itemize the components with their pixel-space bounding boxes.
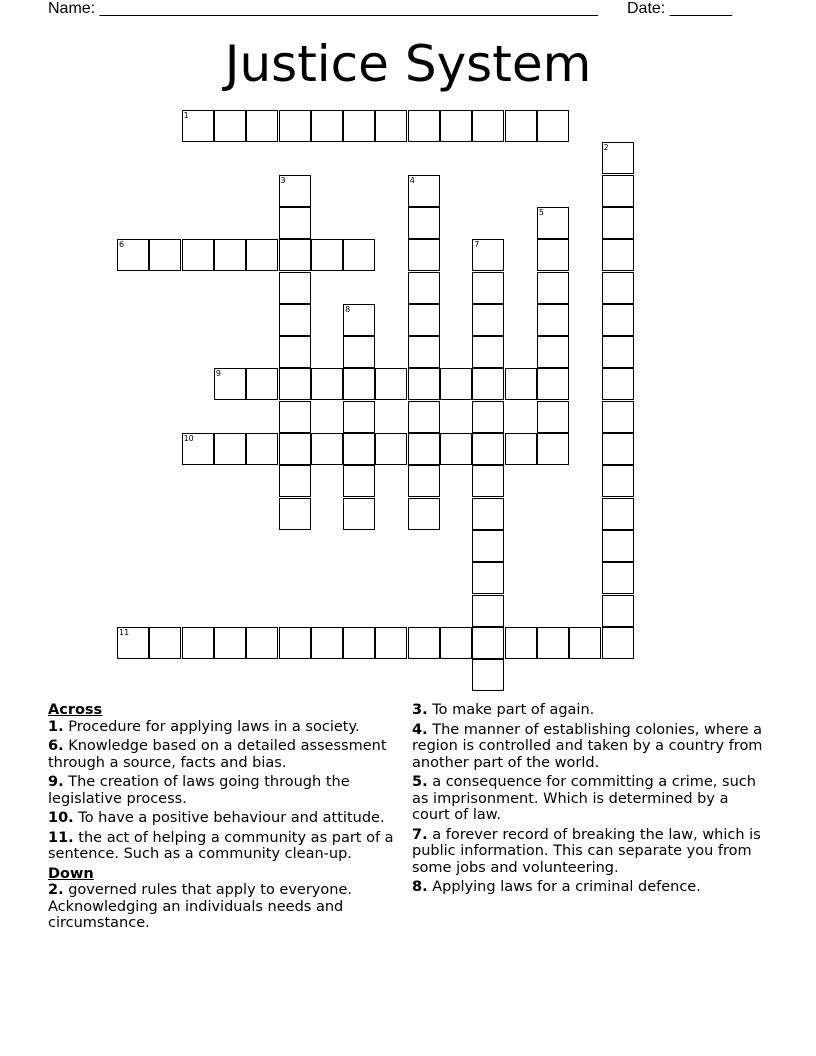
grid-cell[interactable] <box>343 498 375 530</box>
grid-cell[interactable] <box>279 175 311 207</box>
grid-cell[interactable] <box>472 401 504 433</box>
puzzle-title: Justice System <box>224 35 592 93</box>
grid-cell[interactable] <box>279 627 311 659</box>
grid-cell[interactable] <box>311 110 343 142</box>
grid-cell[interactable] <box>182 110 214 142</box>
grid-cell[interactable] <box>214 627 246 659</box>
clue-number: 11 <box>119 627 130 637</box>
grid-cell[interactable] <box>602 562 634 594</box>
grid-cell[interactable] <box>343 401 375 433</box>
clue-num: 1. <box>48 718 64 735</box>
grid-cell[interactable] <box>311 433 343 465</box>
clue-number: 7 <box>474 240 480 250</box>
clue-number: 2 <box>603 143 609 153</box>
grid-cell[interactable] <box>343 368 375 400</box>
grid-cell[interactable] <box>472 595 504 627</box>
clue-number: 4 <box>409 175 415 185</box>
grid-cell[interactable] <box>279 110 311 142</box>
grid-cell[interactable] <box>408 110 440 142</box>
grid-cell[interactable] <box>408 304 440 336</box>
grid-cell[interactable] <box>537 401 569 433</box>
grid-cell[interactable] <box>472 110 504 142</box>
grid-cell[interactable] <box>408 368 440 400</box>
date-label: Date: <box>627 0 670 17</box>
grid-cell[interactable] <box>440 110 472 142</box>
grid-cell[interactable] <box>602 530 634 562</box>
clue-text: The manner of establishing colonies, where a region is controlled and taken by a country from another part of the world. <box>412 721 763 771</box>
grid-cell[interactable] <box>311 627 343 659</box>
across-heading: Across <box>48 702 103 718</box>
grid-cell[interactable] <box>602 465 634 497</box>
clue-num: 2. <box>48 882 64 898</box>
down-clue-list-continued <box>412 702 768 896</box>
grid-cell[interactable] <box>602 207 634 239</box>
grid-cell[interactable] <box>408 433 440 465</box>
grid-cell[interactable] <box>408 465 440 497</box>
grid-cell[interactable] <box>537 336 569 368</box>
grid-cell[interactable] <box>408 239 440 271</box>
grid-cell[interactable] <box>375 368 407 400</box>
grid-cell[interactable] <box>279 207 311 239</box>
grid-cell[interactable] <box>472 239 504 271</box>
grid-cell[interactable] <box>343 433 375 465</box>
grid-cell[interactable] <box>408 498 440 530</box>
clue <box>48 774 396 807</box>
clue-text: Procedure for applying laws in a society. <box>68 718 360 735</box>
clue-text: To make part of again. <box>432 702 595 718</box>
grid-cell[interactable] <box>537 627 569 659</box>
grid-cell[interactable] <box>440 627 472 659</box>
grid-cell[interactable] <box>602 433 634 465</box>
name-blank[interactable]: ________________________________________________________ <box>99 0 598 17</box>
grid-cell[interactable] <box>279 336 311 368</box>
grid-cell[interactable] <box>214 368 246 400</box>
grid-cell[interactable] <box>602 401 634 433</box>
grid-cell[interactable] <box>569 627 601 659</box>
clue-num: 10. <box>48 810 74 826</box>
grid-cell[interactable] <box>182 433 214 465</box>
grid-cell[interactable] <box>472 530 504 562</box>
grid-cell[interactable] <box>279 272 311 304</box>
clue-text: a forever record of breaking the law, which is public information. This can separate you from some jobs and volunteering. <box>412 826 761 876</box>
grid-cell[interactable] <box>408 175 440 207</box>
grid-cell[interactable] <box>375 433 407 465</box>
grid-cell[interactable] <box>279 368 311 400</box>
clue <box>412 879 768 896</box>
grid-cell[interactable] <box>343 627 375 659</box>
grid-cell[interactable] <box>602 175 634 207</box>
clue-number: 6 <box>119 240 125 250</box>
grid-cell[interactable] <box>279 433 311 465</box>
clue-text: the act of helping a community as part of a sentence. Such as a community clean-up. <box>48 829 394 862</box>
grid-cell[interactable] <box>472 368 504 400</box>
name-label: Name: <box>48 0 100 17</box>
grid-cell[interactable] <box>214 433 246 465</box>
grid-cell[interactable] <box>472 465 504 497</box>
clue-num: 8. <box>412 879 428 895</box>
clues-right-column <box>412 702 768 899</box>
grid-cell[interactable] <box>375 627 407 659</box>
grid-cell[interactable] <box>149 627 181 659</box>
grid-cell[interactable] <box>602 595 634 627</box>
clue-num: 6. <box>48 738 64 754</box>
grid-cell[interactable] <box>279 239 311 271</box>
clue <box>48 810 396 827</box>
grid-cell[interactable] <box>246 433 278 465</box>
grid-cell[interactable] <box>537 239 569 271</box>
date-blank[interactable]: _______ <box>669 0 732 17</box>
grid-cell[interactable] <box>149 239 181 271</box>
clue-number: 3 <box>280 175 286 185</box>
down-clue-list <box>48 882 396 932</box>
grid-cell[interactable] <box>472 336 504 368</box>
grid-cell[interactable] <box>343 336 375 368</box>
down-heading: Down <box>48 865 94 882</box>
grid-cell[interactable] <box>537 433 569 465</box>
clue <box>48 719 396 736</box>
clue-text: The creation of laws going through the legislative process. <box>48 774 350 807</box>
grid-cell[interactable] <box>246 368 278 400</box>
grid-cell[interactable] <box>343 110 375 142</box>
grid-cell[interactable] <box>246 627 278 659</box>
grid-cell[interactable] <box>537 272 569 304</box>
grid-cell[interactable] <box>537 207 569 239</box>
grid-cell[interactable] <box>311 368 343 400</box>
clue-number: 9 <box>215 369 221 379</box>
grid-cell[interactable] <box>408 336 440 368</box>
grid-cell[interactable] <box>472 272 504 304</box>
grid-cell[interactable] <box>408 272 440 304</box>
grid-cell[interactable] <box>602 368 634 400</box>
clue-text: Knowledge based on a detailed assessment through a source, facts and bias. <box>48 738 387 771</box>
grid-cell[interactable] <box>537 304 569 336</box>
grid-cell[interactable] <box>472 659 504 691</box>
grid-cell[interactable] <box>279 401 311 433</box>
grid-cell[interactable] <box>505 368 537 400</box>
clue-number: 10 <box>183 434 194 443</box>
grid-cell[interactable] <box>472 304 504 336</box>
grid-cell[interactable] <box>408 207 440 239</box>
grid-cell[interactable] <box>472 498 504 530</box>
clue-text: Applying laws for a criminal defence. <box>432 879 701 895</box>
grid-cell[interactable] <box>505 433 537 465</box>
grid-cell[interactable] <box>408 401 440 433</box>
clue-text: To have a positive behaviour and attitude. <box>78 810 385 826</box>
clue-num: 9. <box>48 774 64 790</box>
grid-cell[interactable] <box>246 239 278 271</box>
grid-cell[interactable] <box>311 239 343 271</box>
grid-cell[interactable] <box>440 368 472 400</box>
grid-cell[interactable] <box>537 368 569 400</box>
grid-cell[interactable] <box>602 627 634 659</box>
grid-cell[interactable] <box>602 336 634 368</box>
grid-cell[interactable] <box>279 465 311 497</box>
grid-cell[interactable] <box>375 110 407 142</box>
grid-cell[interactable] <box>214 239 246 271</box>
grid-cell[interactable] <box>472 562 504 594</box>
grid-cell[interactable] <box>602 498 634 530</box>
across-clue-list <box>48 719 396 863</box>
grid-cell[interactable] <box>343 465 375 497</box>
grid-cell[interactable] <box>602 272 634 304</box>
grid-cell[interactable] <box>117 239 149 271</box>
clue-number: 8 <box>345 304 351 314</box>
clues-left-column <box>48 702 396 935</box>
grid-cell[interactable] <box>117 627 149 659</box>
clue-num: 11. <box>48 829 74 846</box>
clue <box>412 722 768 772</box>
grid-cell[interactable] <box>343 304 375 336</box>
grid-cell[interactable] <box>182 239 214 271</box>
grid-cell[interactable] <box>602 304 634 336</box>
clue-num: 7. <box>412 826 428 843</box>
clue-num: 4. <box>412 721 428 738</box>
grid-cell[interactable] <box>408 627 440 659</box>
clue <box>412 702 768 719</box>
grid-cell[interactable] <box>279 498 311 530</box>
clue-num: 5. <box>412 774 428 790</box>
grid-cell[interactable] <box>537 110 569 142</box>
clue-text: governed rules that apply to everyone. Acknowledging an individuals needs and circumstance. <box>48 882 352 931</box>
clue <box>48 738 396 771</box>
grid-cell[interactable] <box>472 433 504 465</box>
clue <box>48 882 396 932</box>
grid-cell[interactable] <box>472 627 504 659</box>
grid-cell[interactable] <box>182 627 214 659</box>
clue-text: a consequence for committing a crime, such as imprisonment. Which is determined by a court of law. <box>412 774 756 823</box>
grid-cell[interactable] <box>505 627 537 659</box>
clue <box>412 827 768 877</box>
grid-cell[interactable] <box>440 433 472 465</box>
grid-cell[interactable] <box>279 304 311 336</box>
clue-number: 5 <box>538 207 544 217</box>
grid-cell[interactable] <box>343 239 375 271</box>
clue <box>48 830 396 863</box>
clue-number: 1 <box>183 111 189 120</box>
clue-num: 3. <box>412 702 428 718</box>
grid-cell[interactable] <box>602 239 634 271</box>
clue <box>412 774 768 824</box>
grid-cell[interactable] <box>602 142 634 174</box>
grid-cell[interactable] <box>214 110 246 142</box>
grid-cell[interactable] <box>246 110 278 142</box>
grid-cell[interactable] <box>505 110 537 142</box>
